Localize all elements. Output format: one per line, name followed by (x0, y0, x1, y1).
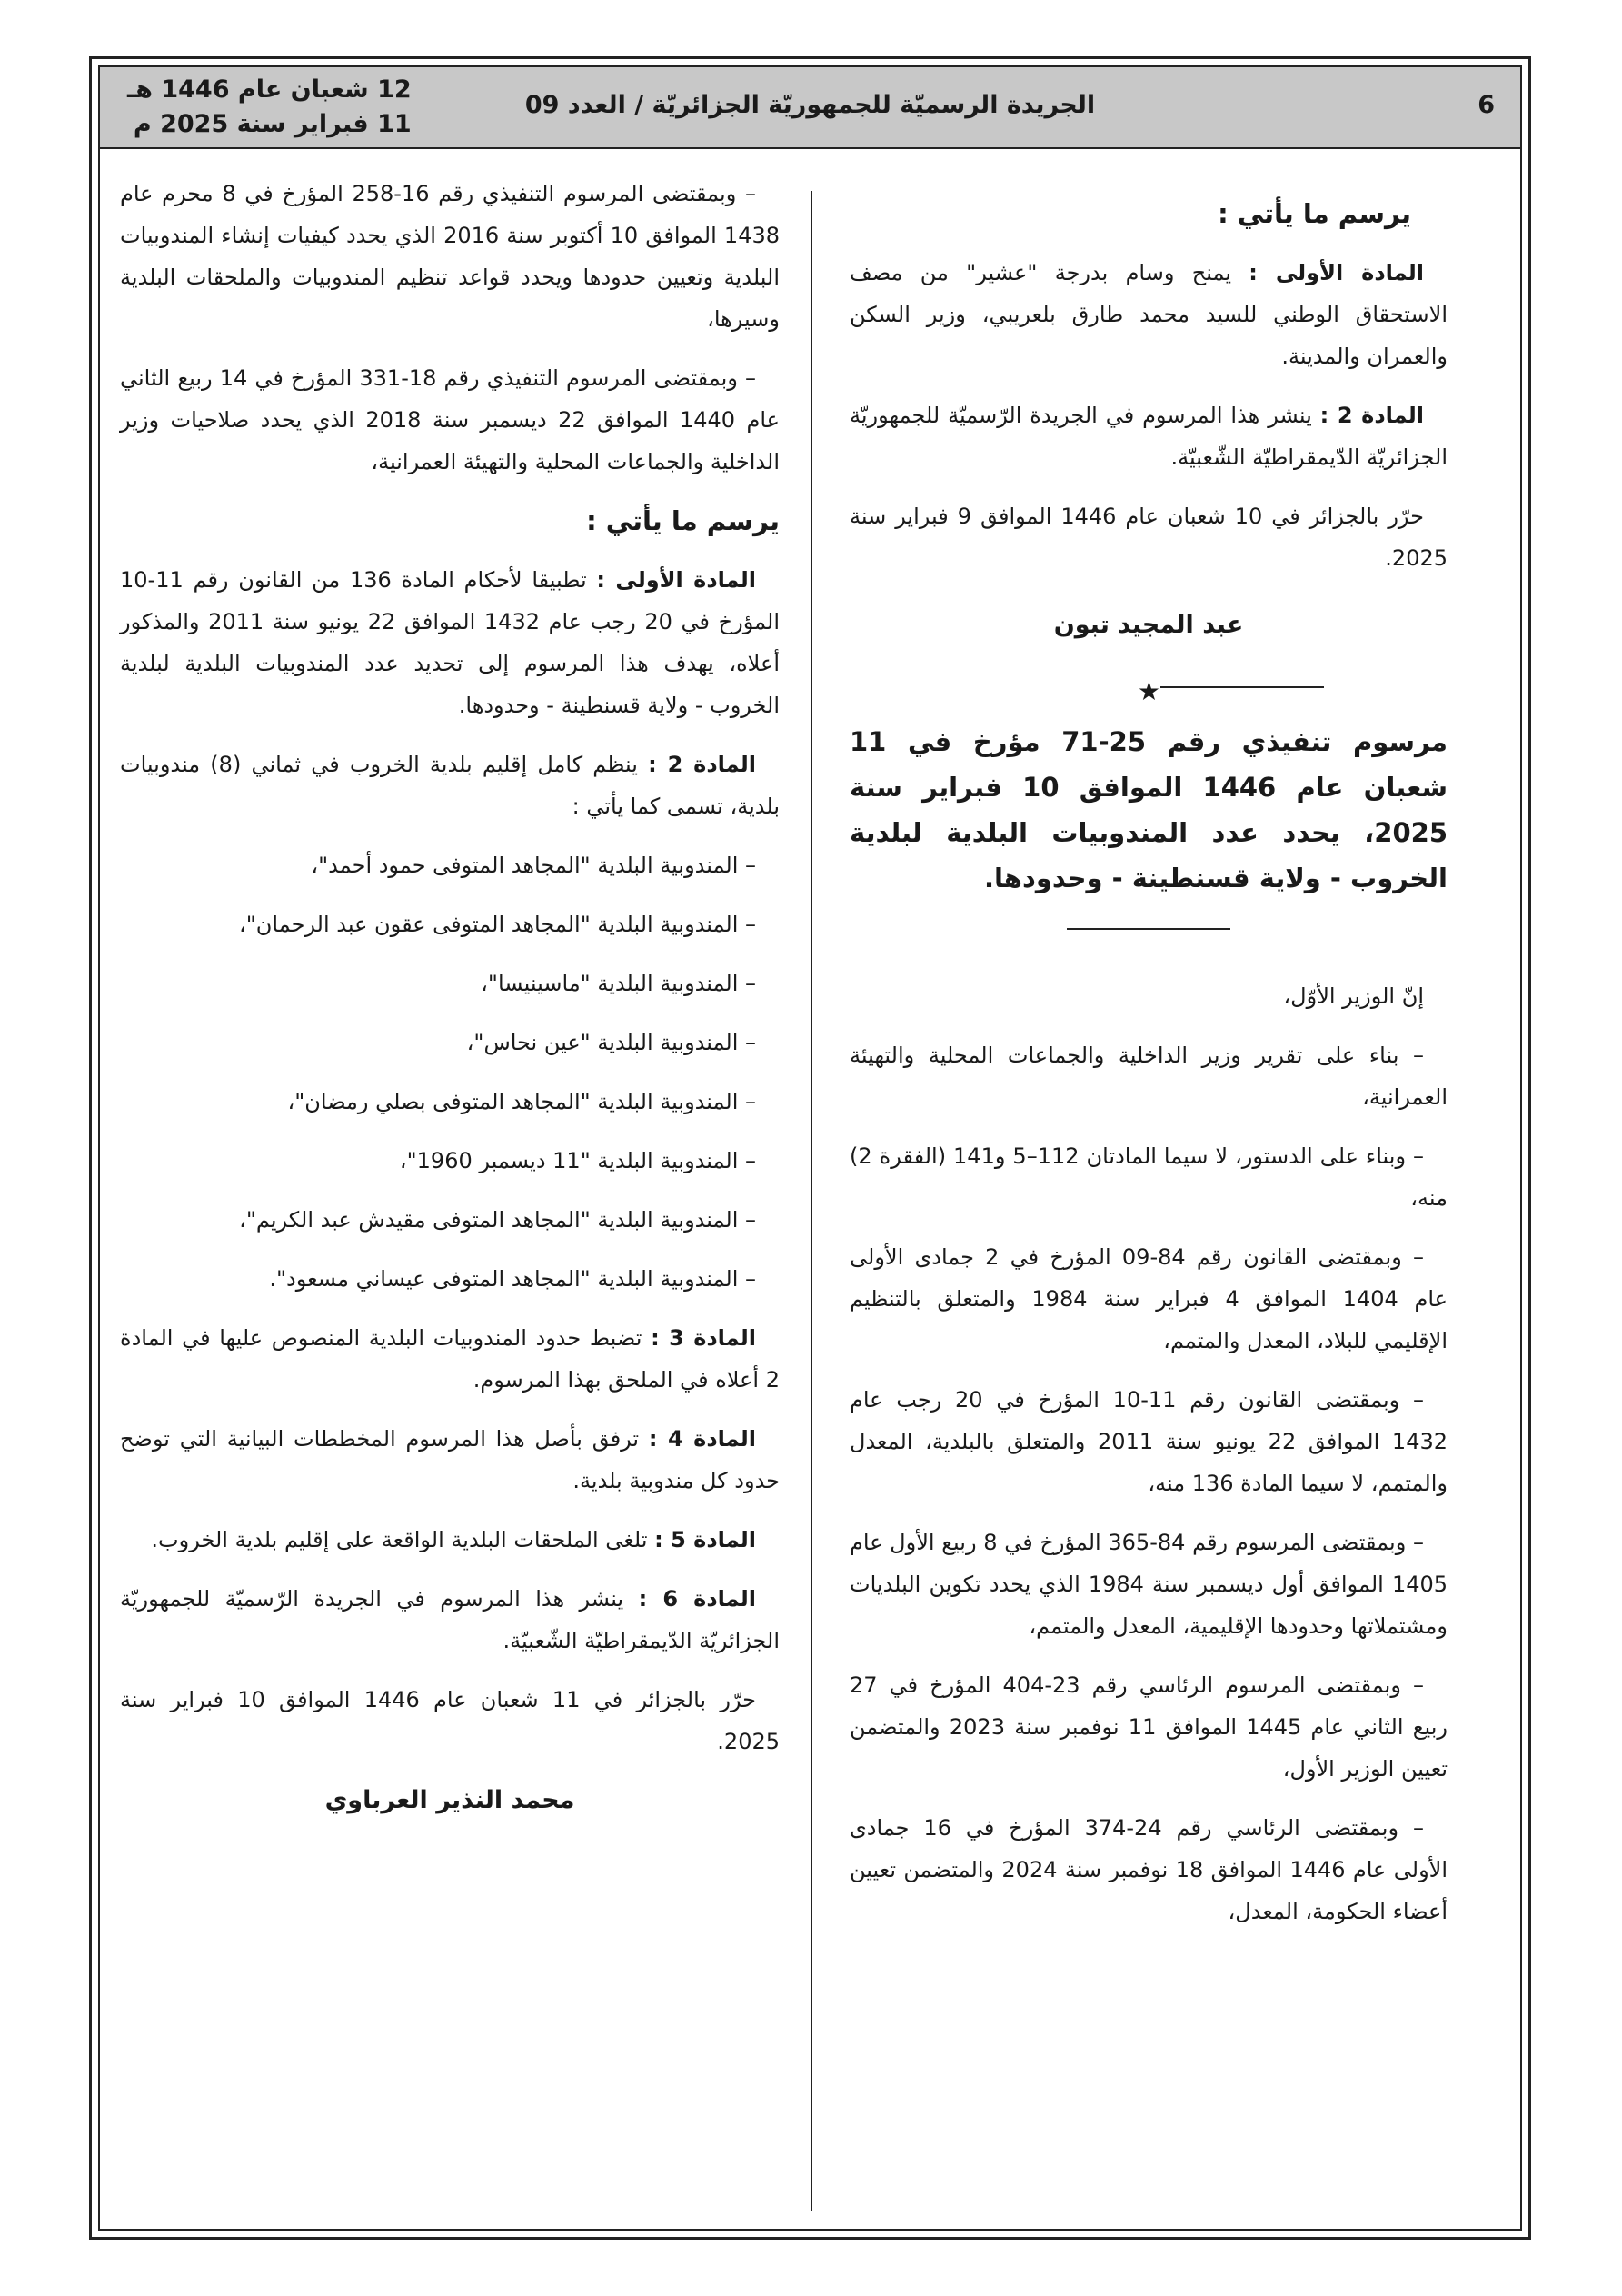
article-label: المادة 6 : (638, 1586, 757, 1612)
signature: عبد المجيد تبون (1053, 611, 1244, 639)
clause: – وبمقتضى المرسوم رقم 84-365 المؤرخ في 8 ربيع الأول عام 1405 الموافق أول ديسمبر سنة 1984 الذي يحدد تكوين البلديات ومشتملاتها وحدودها الإقليمية، المعدل والمتمم، (850, 1530, 1448, 1639)
article-text: ينظم كامل إقليم بلدية الخروب في ثماني (8) مندوبيات بلدية، تسمى كما يأتي : (120, 752, 780, 819)
star-icon: ★ (1137, 676, 1160, 706)
delegation-item: – المندوبية البلدية "عين نحاس"، (466, 1030, 756, 1055)
article-text: ترفق بأصل هذا المرسوم المخططات البيانية التي توضح حدود كل مندوبية بلدية. (120, 1426, 780, 1493)
column-divider (811, 191, 812, 2211)
decree-heading: يرسم ما يأتي : (586, 505, 780, 536)
article-text: تطبيقا لأحكام المادة 136 من القانون رقم 11-10 المؤرخ في 20 رجب عام 1432 الموافق 22 يونيو سنة 2011 والمذكور أعلاه، يهدف هذا المرسوم إلى تحديد عدد المندوبيات البلدية لبلدية الخروب - ولاية قسنطينة - وحدودها. (120, 567, 780, 718)
clause: – وبناء على الدستور، لا سيما المادتان 112–5 و141 (الفقرة 2) منه، (850, 1143, 1448, 1211)
article-text: تلغى الملحقات البلدية الواقعة على إقليم بلدية الخروب. (151, 1527, 655, 1552)
clause: – وبمقتضى المرسوم التنفيذي رقم 16-258 المؤرخ في 8 محرم عام 1438 الموافق 10 أكتوبر سنة 2016 الذي يحدد كيفيات إنشاء المندوبيات البلدية وتعيين حدودها ويحدد قواعد تنظيم المندوبيات والملحقات البلدية وسيرها، (120, 181, 780, 332)
article-text: تضبط حدود المندوبيات البلدية المنصوص عليها في المادة 2 أعلاه في الملحق بهذا المرسوم. (120, 1325, 780, 1393)
article-label: المادة 2 : (648, 752, 756, 777)
clause: – وبمقتضى المرسوم الرئاسي رقم 23-404 المؤرخ في 27 ربيع الثاني عام 1445 الموافق 11 نوفمبر سنة 2023 والمتضمن تعيين الوزير الأول، (850, 1672, 1448, 1782)
gazette-title: الجريدة الرسميّة للجمهوريّة الجزائريّة / العدد 09 (524, 91, 1096, 119)
delegation-item: – المندوبية البلدية "المجاهد المتوفى حمود أحمد"، (311, 853, 756, 878)
delegation-item: – المندوبية البلدية "المجاهد المتوفى مقيدش عبد الكريم"، (239, 1207, 756, 1233)
article-label: المادة 4 : (648, 1426, 756, 1452)
opening-line: إنّ الوزير الأوّل، (1283, 983, 1424, 1009)
decree-title: مرسوم تنفيذي رقم 25-71 مؤرخ في 11 شعبان عام 1446 الموافق 10 فبراير سنة 2025، يحدد عدد المندوبيات البلدية لبلدية الخروب - ولاية قسنطينة - وحدودها. (850, 726, 1448, 893)
delegation-item: – المندوبية البلدية "المجاهد المتوفى عيساني مسعود". (269, 1266, 756, 1292)
clause: – بناء على تقرير وزير الداخلية والجماعات المحلية والتهيئة العمرانية، (850, 1043, 1448, 1110)
article-3 (120, 1317, 780, 1401)
signed-at: حرّر بالجزائر في 10 شعبان عام 1446 الموافق 9 فبراير سنة 2025. (850, 504, 1448, 571)
section-separator (850, 674, 1448, 706)
clause: – وبمقتضى المرسوم التنفيذي رقم 18-331 المؤرخ في 14 ربيع الثاني عام 1440 الموافق 22 ديسمبر سنة 2018 الذي يحدد صلاحيات وزير الداخلية والجماعات المحلية والتهيئة العمرانية، (120, 365, 780, 474)
signature: محمد النذير العرباوي (324, 1786, 575, 1814)
clause: – وبمقتضى القانون رقم 11-10 المؤرخ في 20 رجب عام 1432 الموافق 22 يونيو سنة 2011 والمتعلق بالبلدية، المعدل والمتمم، لا سيما المادة 136 منه، (850, 1387, 1448, 1496)
delegation-item: – المندوبية البلدية "المجاهد المتوفى عقون عبد الرحمان"، (238, 912, 756, 937)
article-4 (120, 1418, 780, 1502)
delegation-item: – المندوبية البلدية "ماسينيسا"، (481, 971, 756, 996)
separator-line (1160, 686, 1324, 688)
article-6 (120, 1578, 780, 1662)
article-label: المادة 3 : (651, 1325, 757, 1351)
article-2 (120, 744, 780, 827)
article-text: يمنح وسام بدرجة "عشير" من مصف الاستحقاق الوطني للسيد محمد طارق بلعريبي، وزير السكن والعمران والمدينة. (850, 260, 1448, 369)
clause: – وبمقتضى القانون رقم 84-09 المؤرخ في 2 جمادى الأولى عام 1404 الموافق 4 فبراير سنة 1984 والمتعلق بالتنظيم الإقليمي للبلاد، المعدل والمتمم، (850, 1244, 1448, 1353)
decree-heading: يرسم ما يأتي : (1218, 198, 1411, 229)
clause: – وبمقتضى الرئاسي رقم 24-374 المؤرخ في 16 جمادى الأولى عام 1446 الموافق 18 نوفمبر سنة 2024 والمتضمن تعيين أعضاء الحكومة، المعدل، (850, 1815, 1448, 1924)
article-label: المادة 5 : (654, 1527, 756, 1552)
right-column (850, 173, 1448, 1950)
signed-at: حرّر بالجزائر في 11 شعبان عام 1446 الموافق 10 فبراير سنة 2025. (120, 1687, 780, 1754)
article-text: ينشر هذا المرسوم في الجريدة الرّسميّة للجمهوريّة الجزائريّة الدّيمقراطيّة الشّعبيّة. (850, 403, 1448, 470)
article-2 (850, 394, 1448, 478)
article-1 (120, 559, 780, 726)
article-label: المادة الأولى : (596, 567, 757, 593)
issue-date-hijri: 12 شعبان عام 1446 هـ (127, 75, 412, 104)
page-number: 6 (1478, 91, 1495, 119)
delegation-item: – المندوبية البلدية "المجاهد المتوفى بصلي رمضان"، (287, 1089, 756, 1114)
delegation-item: – المندوبية البلدية "11 ديسمبر 1960"، (399, 1148, 756, 1173)
article-1 (850, 252, 1448, 377)
page-header (100, 67, 1520, 149)
left-column (120, 173, 780, 1839)
title-rule (1067, 928, 1230, 930)
article-text: ينشر هذا المرسوم في الجريدة الرّسميّة للجمهوريّة الجزائريّة الدّيمقراطيّة الشّعبيّة. (120, 1586, 780, 1653)
issue-date (127, 73, 412, 142)
article-label: المادة 2 : (1319, 403, 1425, 428)
article-label: المادة الأولى : (1249, 260, 1424, 285)
issue-date-gregorian: 11 فبراير سنة 2025 م (133, 110, 412, 138)
article-5 (120, 1519, 780, 1561)
